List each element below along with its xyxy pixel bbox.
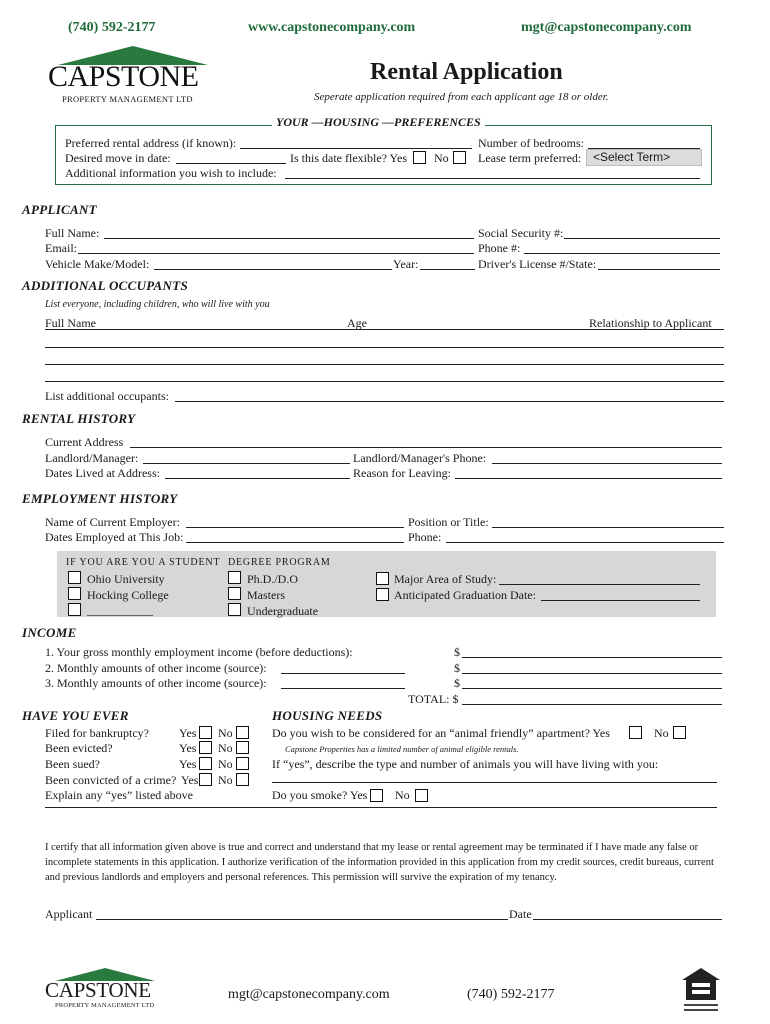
occupants-col-age: Age: [347, 316, 367, 330]
housing-needs-heading: HOUSING NEEDS: [272, 708, 383, 723]
bankruptcy-no-checkbox[interactable]: [236, 726, 249, 739]
landlord-label: Landlord/Manager:: [45, 451, 139, 465]
signature-date-field[interactable]: [533, 919, 722, 920]
employer-label: Name of Current Employer:: [45, 515, 180, 529]
footer-email[interactable]: mgt@capstonecompany.com: [228, 987, 390, 1002]
evicted-yes-label: Yes: [179, 741, 197, 755]
employer-field[interactable]: [186, 527, 404, 528]
ohio-university-checkbox[interactable]: [68, 571, 81, 584]
degree-heading: DEGREE PROGRAM: [228, 557, 331, 568]
bankruptcy-label: Filed for bankruptcy?: [45, 726, 149, 740]
signature-date-label: Date: [509, 907, 532, 921]
evicted-no-label: No: [218, 741, 233, 755]
explain-field[interactable]: [45, 807, 717, 808]
occupant-row-2[interactable]: [45, 347, 724, 348]
dates-employed-label: Dates Employed at This Job:: [45, 530, 184, 544]
bankruptcy-yes-label: Yes: [179, 726, 197, 740]
logo-wordmark: CAPSTONE: [48, 60, 199, 93]
landlord-phone-field[interactable]: [492, 463, 722, 464]
smoke-no-label: No: [395, 788, 410, 802]
dates-lived-label: Dates Lived at Address:: [45, 466, 160, 480]
applicant-heading: APPLICANT: [22, 202, 97, 217]
header-website[interactable]: www.capstonecompany.com: [248, 20, 416, 35]
additional-info-label: Additional information you wish to include:: [65, 166, 277, 180]
current-address-field[interactable]: [130, 447, 722, 448]
signature-applicant-label: Applicant: [45, 907, 93, 921]
sued-no-checkbox[interactable]: [236, 757, 249, 770]
flexible-no-checkbox[interactable]: [453, 151, 466, 164]
ssn-field[interactable]: [564, 238, 720, 239]
income-line-2: 2. Monthly amounts of other income (source):: [45, 661, 267, 675]
lease-term-label: Lease term preferred:: [478, 151, 582, 165]
other-school-field[interactable]: ___________: [87, 603, 153, 617]
occupant-row-4[interactable]: [45, 381, 724, 382]
employment-heading: EMPLOYMENT HISTORY: [22, 491, 178, 506]
dates-lived-field[interactable]: [165, 478, 350, 479]
header-email[interactable]: mgt@capstonecompany.com: [521, 20, 692, 35]
move-in-field[interactable]: [176, 163, 286, 164]
reason-label: Reason for Leaving:: [353, 466, 451, 480]
crime-no-checkbox[interactable]: [236, 773, 249, 786]
graduation-checkbox[interactable]: [376, 588, 389, 601]
undergrad-checkbox[interactable]: [228, 603, 241, 616]
bankruptcy-yes-checkbox[interactable]: [199, 726, 212, 739]
phd-checkbox[interactable]: [228, 571, 241, 584]
crime-label: Been convicted of a crime?: [45, 773, 177, 787]
income-source-2-field[interactable]: [281, 673, 405, 674]
evicted-label: Been evicted?: [45, 741, 113, 755]
employer-phone-field[interactable]: [446, 542, 724, 543]
preferences-heading: YOUR —HOUSING —PREFERENCES: [272, 115, 485, 130]
animal-describe-label: If “yes”, describe the type and number of animals you will have living with you:: [272, 757, 659, 771]
hocking-college-checkbox[interactable]: [68, 587, 81, 600]
sued-no-label: No: [218, 757, 233, 771]
income-total-field[interactable]: [462, 704, 722, 705]
income-total-label: TOTAL: $: [408, 692, 459, 706]
income-heading: INCOME: [22, 625, 77, 640]
income-amount-1-field[interactable]: [462, 657, 722, 658]
certification-text: I certify that all information given above is true and correct and understand that my lease or rental agreement may be terminated if I have made any false or incomplete statements in this application. I authorize verification of the information provided in this application from my credit sources, credit bureaus, current and previous landlords and employers and personal references. This permission will survive the expiration of my tenancy.: [45, 842, 714, 883]
page-title: Rental Application: [370, 59, 563, 85]
lease-term-select[interactable]: <Select Term>: [586, 149, 702, 166]
additional-occupants-label: List additional occupants:: [45, 389, 169, 403]
student-heading: IF YOU ARE YOU A STUDENT: [66, 557, 221, 568]
income-amount-3-field[interactable]: [462, 688, 722, 689]
masters-label: Masters: [247, 588, 285, 602]
masters-checkbox[interactable]: [228, 587, 241, 600]
rental-history-heading: RENTAL HISTORY: [22, 411, 136, 426]
footer-logo-tagline: PROPERTY MANAGEMENT LTD: [55, 1002, 155, 1009]
bankruptcy-no-label: No: [218, 726, 233, 740]
animal-no-label: No: [654, 726, 669, 740]
income-dollar-1: $: [454, 645, 460, 659]
year-field[interactable]: [420, 269, 475, 270]
footer-phone: (740) 592-2177: [467, 987, 555, 1002]
occupant-row-3[interactable]: [45, 364, 724, 365]
crime-no-label: No: [218, 773, 233, 787]
income-dollar-3: $: [454, 676, 460, 690]
hocking-college-label: Hocking College: [87, 588, 169, 602]
license-label: Driver's License #/State:: [478, 257, 597, 271]
flexible-label: Is this date flexible? Yes: [290, 151, 407, 165]
major-field[interactable]: [499, 584, 700, 585]
logo-tagline: PROPERTY MANAGEMENT LTD: [62, 94, 193, 104]
landlord-phone-label: Landlord/Manager's Phone:: [353, 451, 487, 465]
additional-info-field[interactable]: [285, 178, 700, 179]
phone-field[interactable]: [524, 253, 720, 254]
full-name-field[interactable]: [104, 238, 474, 239]
ohio-university-label: Ohio University: [87, 572, 165, 586]
graduation-field[interactable]: [541, 600, 700, 601]
other-school-checkbox[interactable]: [68, 603, 81, 616]
vehicle-field[interactable]: [154, 269, 392, 270]
income-amount-2-field[interactable]: [462, 673, 722, 674]
graduation-label: Anticipated Graduation Date:: [394, 588, 536, 602]
reason-field[interactable]: [455, 478, 722, 479]
evicted-yes-checkbox[interactable]: [199, 741, 212, 754]
page-subtitle: Seperate application required from each applicant age 18 or older.: [314, 91, 609, 103]
email-label: Email:: [45, 241, 77, 255]
have-you-ever-heading: HAVE YOU EVER: [22, 708, 129, 723]
full-name-label: Full Name:: [45, 226, 100, 240]
move-in-label: Desired move in date:: [65, 151, 171, 165]
income-dollar-2: $: [454, 661, 460, 675]
income-line-3: 3. Monthly amounts of other income (source):: [45, 676, 267, 690]
animal-yes-checkbox[interactable]: [629, 726, 642, 739]
position-field[interactable]: [492, 527, 724, 528]
position-label: Position or Title:: [408, 515, 489, 529]
phd-label: Ph.D./D.O: [247, 572, 299, 586]
animal-limited-note: Capstone Properties has a limited number of animal eligible rentals.: [285, 744, 519, 754]
bedrooms-label: Number of bedrooms:: [478, 136, 584, 150]
license-field[interactable]: [598, 269, 720, 270]
preferred-address-field[interactable]: [240, 148, 472, 149]
sued-label: Been sued?: [45, 757, 100, 771]
footer-logo-wordmark: CAPSTONE: [45, 978, 151, 1002]
animal-describe-field[interactable]: [272, 782, 717, 783]
sued-yes-label: Yes: [179, 757, 197, 771]
animal-no-checkbox[interactable]: [673, 726, 686, 739]
dates-employed-field[interactable]: [186, 542, 404, 543]
email-field[interactable]: [78, 253, 474, 254]
crime-yes-label: Yes: [181, 773, 199, 787]
occupants-note: List everyone, including children, who will live with you: [45, 299, 270, 310]
flexible-yes-checkbox[interactable]: [413, 151, 426, 164]
header-phone: (740) 592-2177: [68, 20, 156, 35]
occupant-row-1[interactable]: [45, 329, 724, 330]
signature-applicant-field[interactable]: [96, 919, 508, 920]
smoke-no-checkbox[interactable]: [415, 789, 428, 802]
vehicle-label: Vehicle Make/Model:: [45, 257, 150, 271]
additional-occupants-field[interactable]: [175, 401, 724, 402]
landlord-field[interactable]: [143, 463, 350, 464]
sued-yes-checkbox[interactable]: [199, 757, 212, 770]
income-source-3-field[interactable]: [281, 688, 405, 689]
year-label: Year:: [393, 257, 419, 271]
employer-phone-label: Phone:: [408, 530, 442, 544]
animal-label: Do you wish to be considered for an “animal friendly” apartment? Yes: [272, 726, 610, 740]
occupants-col-name: Full Name: [45, 316, 96, 330]
flexible-no-label: No: [434, 151, 449, 165]
current-address-label: Current Address: [45, 435, 124, 449]
evicted-no-checkbox[interactable]: [236, 741, 249, 754]
explain-label: Explain any “yes” listed above: [45, 788, 193, 802]
crime-yes-checkbox[interactable]: [199, 773, 212, 786]
occupants-col-relationship: Relationship to Applicant: [589, 316, 712, 330]
phone-label: Phone #:: [478, 241, 521, 255]
smoke-label: Do you smoke? Yes: [272, 788, 368, 802]
equal-housing-icon: [680, 966, 722, 1014]
ssn-label: Social Security #:: [478, 226, 564, 240]
occupants-heading: ADDITIONAL OCCUPANTS: [22, 278, 188, 293]
preferred-address-label: Preferred rental address (if known):: [65, 136, 237, 150]
income-line-1: 1. Your gross monthly employment income (before deductions):: [45, 645, 353, 659]
major-checkbox[interactable]: [376, 572, 389, 585]
smoke-yes-checkbox[interactable]: [370, 789, 383, 802]
undergrad-label: Undergraduate: [247, 604, 319, 618]
major-label: Major Area of Study:: [394, 572, 497, 586]
